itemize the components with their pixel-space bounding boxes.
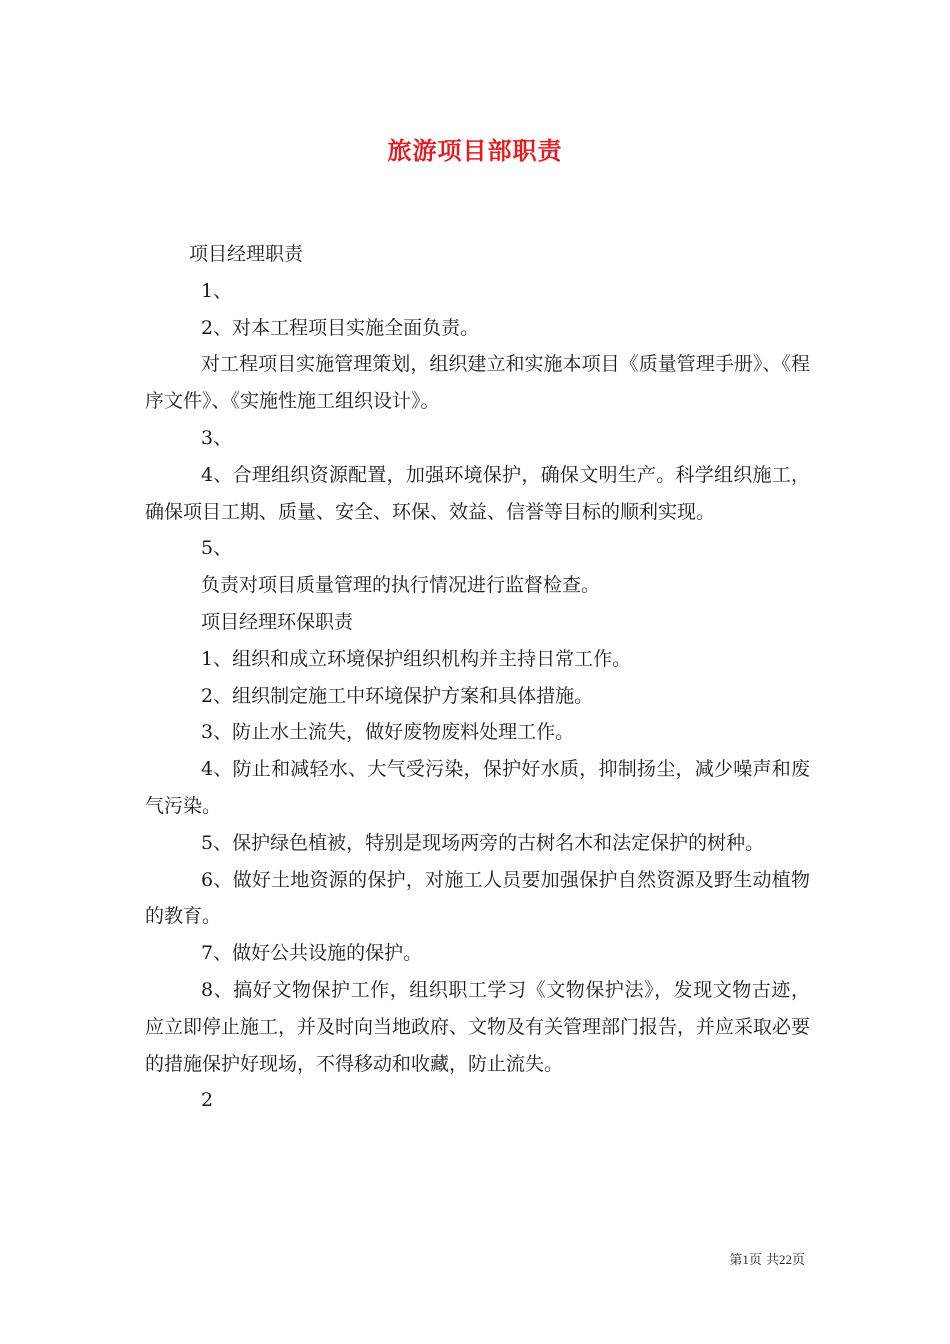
footer-total-pages: 22 [778,1252,792,1267]
paragraph: 4、合理组织资源配置，加强环境保护，确保文明生产。科学组织施工，确保项目工期、质量、安全、环保、效益、信誉等目标的顺利实现。 [145,463,810,523]
paragraph: 5、 [201,537,233,560]
paragraph: 3、 [201,426,233,449]
footer-page-number: 1 [742,1252,749,1267]
paragraph: 2 [201,1089,214,1112]
paragraph: 2、组织制定施工中环境保护方案和具体措施。 [201,684,594,707]
footer-prefix: 第 [729,1253,743,1268]
paragraph: 7、做好公共设施的保护。 [201,942,423,965]
paragraph: 6、做好土地资源的保护，对施工人员要加强保护自然资源及野生动植物的教育。 [145,868,810,928]
paragraph: 负责对项目质量管理的执行情况进行监督检查。 [201,574,601,597]
footer-middle: 页 共 [748,1253,779,1268]
paragraph: 2、对本工程项目实施全面负责。 [201,316,480,339]
paragraph: 1、 [201,279,233,302]
section-heading: 项目经理职责 [189,243,304,265]
paragraph: 对工程项目实施管理策划，组织建立和实施本项目《质量管理手册》、《程序文件》、《实施性施工组织设计》。 [145,353,810,413]
paragraph: 1、组织和成立环境保护组织机构并主持日常工作。 [201,647,632,670]
document-body [145,236,810,1119]
paragraph: 8、搞好文物保护工作，组织职工学习《文物保护法》，发现文物古迹，应立即停止施工，并及时向当地政府、文物及有关管理部门报告，并应采取必要的措施保护好现场，不得移动和收藏，防止流失。 [145,978,811,1075]
paragraph: 4、防止和减轻水、大气受污染，保护好水质，抑制扬尘，减少噪声和废气污染。 [145,758,810,817]
page-title: 旅游项目部职责 [387,136,563,165]
paragraph: 5、保护绿色植被，特别是现场两旁的古树名木和法定保护的树种。 [201,831,765,854]
section-heading: 项目经理环保职责 [201,610,354,633]
page-footer [0,1249,805,1268]
footer-suffix: 页 [791,1253,805,1268]
paragraph: 3、防止水土流失，做好废物废料处理工作。 [201,721,575,744]
